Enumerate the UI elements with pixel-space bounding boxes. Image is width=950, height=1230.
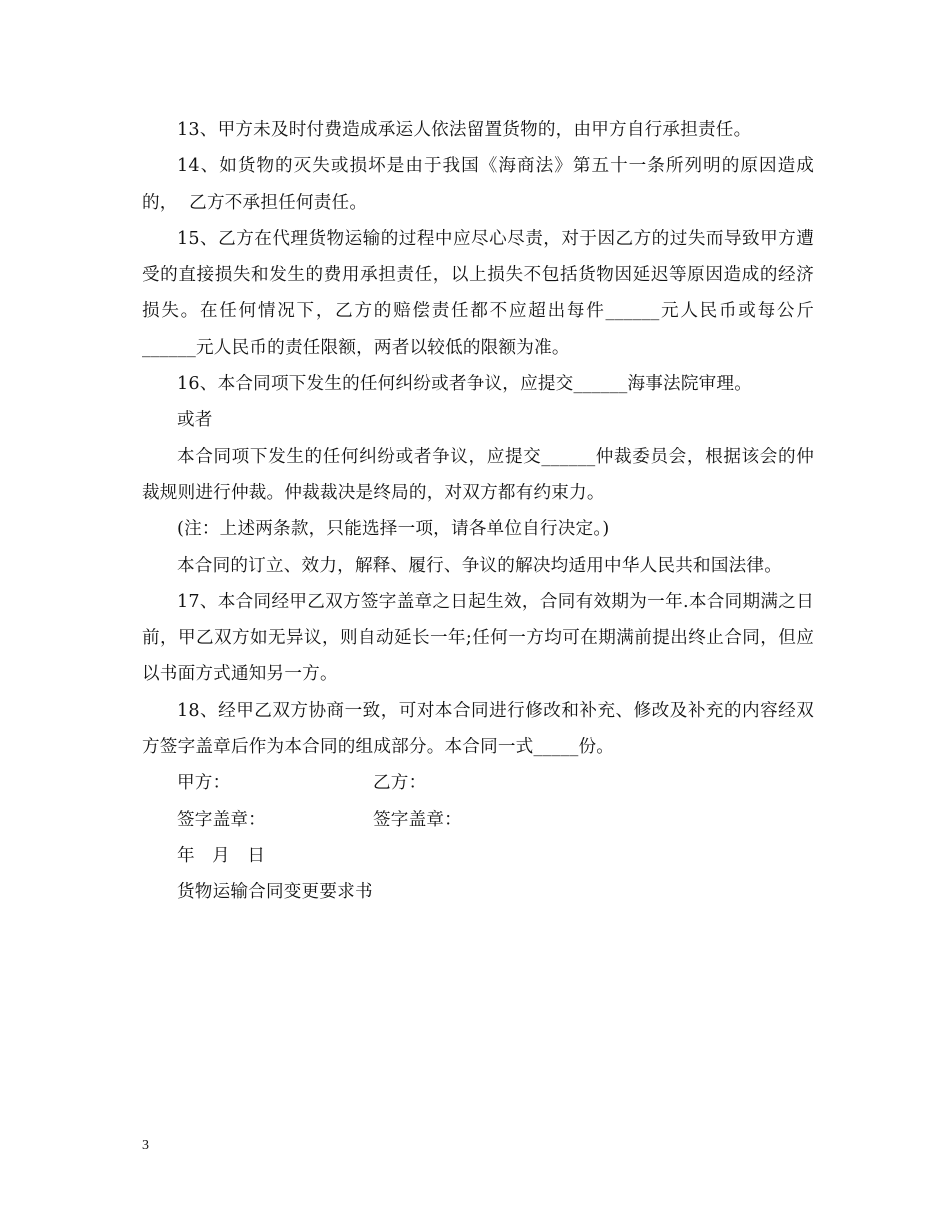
clause-15: 15、乙方在代理货物运输的过程中应尽心尽责，对于因乙方的过失而导致甲方遭受的直接损失和发生的费用承担责任，以上损失不包括货物因延迟等原因造成的经济损失。在任何情况下，乙方的赔偿责任都不应超出每件______元人民币或每公斤______元人民币的责任限额，两者以较低的限额为准。 [142,228,814,358]
party-a-label: 甲方： [177,773,231,794]
page-number: 3 [142,1138,149,1153]
clause-17: 17、本合同经甲乙双方签字盖章之日起生效，合同有效期为一年.本合同期满之日前，甲乙双方如无异议，则自动延长一年;任何一方均可在期满前提出终止合同，但应以书面方式通知另一方。 [142,591,814,685]
clause-16: 16、本合同项下发生的任何纠纷或者争议，应提交______海事法院审理。 [177,374,752,395]
contract-body [142,112,814,911]
clause-16-or: 或者 [177,410,213,431]
governing-law: 本合同的订立、效力，解释、履行、争议的解决均适用中华人民共和国法律。 [177,555,782,576]
signature-date: 年 月 日 [177,845,266,866]
clause-14: 14、如货物的灭失或损坏是由于我国《海商法》第五十一条所列明的原因造成的， 乙方不承担任何责任。 [142,156,814,213]
clause-16-note: (注：上述两条款，只能选择一项，请各单位自行决定。) [177,519,610,540]
next-document-title-row [142,874,814,910]
party-b-label: 乙方： [373,773,427,794]
next-document-title: 货物运输合同变更要求书 [177,882,373,903]
clause-18: 18、经甲乙双方协商一致，可对本合同进行修改和补充、修改及补充的内容经双方签字盖章后作为本合同的组成部分。本合同一式_____份。 [142,700,814,758]
party-a-signature-label: 签字盖章： [177,809,266,830]
clause-13: 13、甲方未及时付费造成承运人依法留置货物的，由甲方自行承担责任。 [177,120,752,140]
date-row [142,838,814,874]
party-b-signature-label: 签字盖章： [373,809,462,830]
clause-16-arbitration: 本合同项下发生的任何纠纷或者争议，应提交______仲裁委员会，根据该会的仲裁规则进行仲裁。仲裁裁决是终局的，对双方都有约束力。 [142,446,814,503]
party-row [142,765,814,801]
signature-row [142,802,814,838]
